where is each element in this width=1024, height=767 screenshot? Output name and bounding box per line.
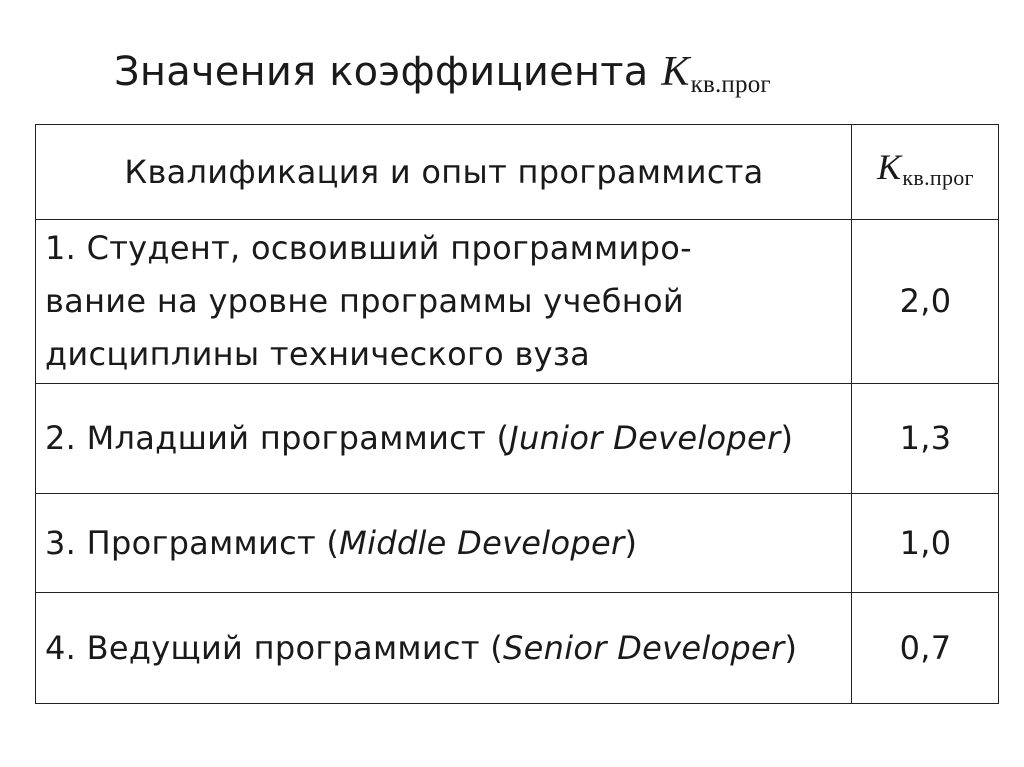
title-coefficient-symbol: K xyxy=(661,49,690,95)
title-coefficient-subscript: кв.прог xyxy=(690,71,771,98)
row-3-english-title: Middle Developer xyxy=(339,523,625,562)
row-1-line-2: вание на уровне программы учебной xyxy=(45,282,684,320)
row-4-suffix: ) xyxy=(784,628,798,667)
header-coefficient-subscript: кв.прог xyxy=(902,164,974,190)
row-1-value: 2,0 xyxy=(852,220,999,384)
row-4-english-title: Senior Developer xyxy=(503,628,785,667)
coefficient-table xyxy=(35,124,999,704)
header-coefficient-cell xyxy=(852,125,999,220)
row-3-description xyxy=(36,494,852,593)
header-qualification-label: Квалификация и опыт программиста xyxy=(124,152,764,191)
row-4-description xyxy=(36,593,852,704)
table-header-row xyxy=(36,125,999,220)
row-3-value: 1,0 xyxy=(852,494,999,593)
table-row xyxy=(36,220,999,384)
row-1-description xyxy=(36,220,852,384)
table-row xyxy=(36,494,999,593)
row-2-value: 1,3 xyxy=(852,384,999,494)
table-row xyxy=(36,593,999,704)
row-2-prefix: 2. Младший программист ( xyxy=(45,419,510,457)
row-2-description xyxy=(36,384,852,494)
row-2-suffix: ) xyxy=(780,419,794,457)
row-3-prefix: 3. Программист ( xyxy=(45,523,340,562)
row-4-value: 0,7 xyxy=(852,593,999,704)
row-1-line-3: дисциплины технического вуза xyxy=(45,335,591,373)
page-title xyxy=(114,48,771,99)
row-4-prefix: 4. Ведущий программист ( xyxy=(45,628,504,667)
table-row xyxy=(36,384,999,494)
row-2-english-title: Junior Developer xyxy=(509,419,781,457)
row-3-suffix: ) xyxy=(624,523,638,562)
row-1-line-1: 1. Студент, освоивший программиро- xyxy=(45,229,692,267)
title-text: Значения коэффициента xyxy=(114,49,649,95)
header-coefficient-symbol: K xyxy=(877,146,902,187)
header-qualification-cell xyxy=(36,125,852,220)
